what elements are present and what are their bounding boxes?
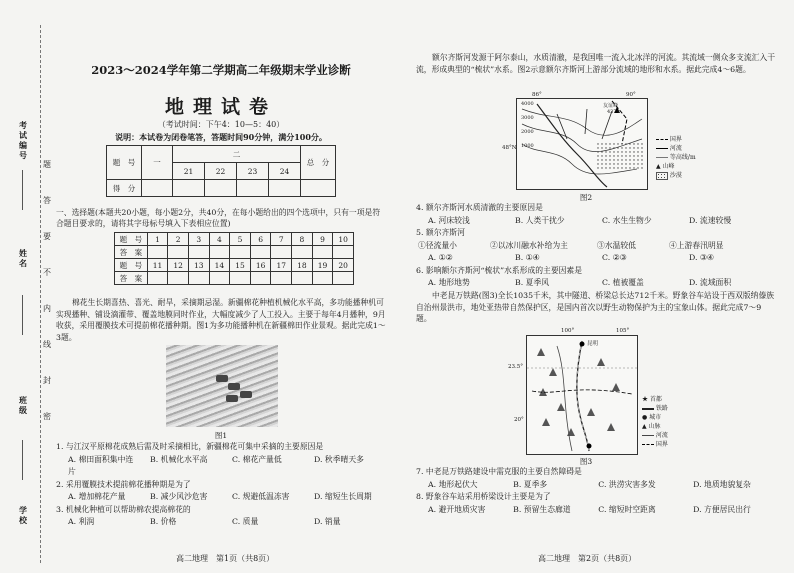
legend-railway: 铁路 [642, 404, 668, 413]
option[interactable]: B. 价格 [150, 517, 177, 526]
question-6: 6. 影响额尔齐斯河“梳状”水系形成的主要因素是 [416, 265, 583, 275]
question-number: 1 [147, 233, 168, 246]
question-1-options [56, 454, 396, 479]
class-line[interactable] [22, 440, 23, 480]
option[interactable]: B. 夏季多 [513, 479, 548, 489]
figure-3-caption: 图3 [579, 457, 593, 466]
map3-lat-label: 20° [514, 417, 524, 423]
peak-icon: ▲ [656, 163, 661, 170]
answer-cell[interactable] [209, 246, 230, 259]
map2-lon-label: 90° [626, 92, 636, 98]
question-number: 8 [292, 233, 313, 246]
legend-contour: 等高线/m [656, 153, 696, 162]
score-q23: 23 [237, 163, 269, 180]
option[interactable]: D. 销量 [314, 517, 341, 526]
map3-legend [642, 395, 668, 449]
question-number: 15 [230, 259, 251, 272]
questions-1-3 [56, 441, 396, 529]
option[interactable]: A. 增加棉花产量 [68, 492, 126, 501]
name-line[interactable] [22, 295, 23, 335]
exam-instructions: 说明：本试卷为闭卷笔答，答题时间90分钟，满分100分。 [115, 132, 327, 142]
contour-label: 1000 [521, 143, 534, 149]
question-5-options [416, 252, 776, 265]
option[interactable]: A. 地形起伏大 [428, 479, 478, 489]
page-1-footer: 高二地理 第1页（共8页） [176, 554, 275, 563]
answer-cell[interactable] [292, 246, 313, 259]
option[interactable]: C. 缩短时空距离 [598, 504, 656, 514]
option[interactable]: A. 棉田面积集中连片 [68, 454, 134, 476]
question-3: 3. 机械化种植可以帮助棉农提高棉花的 [56, 504, 191, 514]
capital-icon [587, 444, 592, 449]
option[interactable]: B. 减少风沙危害 [150, 492, 208, 501]
cotton-passage: 棉花生长期喜热、喜光、耐旱，采摘期忌湿。新疆棉花种植机械化水平高，多功能播种机可实现播种、铺设滴灌带、覆盖地膜同时作业，大幅度减少了人工投入。主要于每年4月播种，9月收获，采用覆膜技术可提前棉花播种期。图1为多功能播种机在新疆棉田作业景观。据此完成1～3题。 [56, 298, 386, 342]
answer-cell[interactable] [292, 272, 313, 285]
score-cell[interactable] [237, 180, 269, 197]
question-number: 9 [312, 233, 333, 246]
exam-time: （考试时间：下午4：10—5：40） [157, 120, 285, 129]
legend-border: 国界 [656, 135, 696, 144]
legend-capital: ★ 首都 [642, 396, 662, 403]
answer-cell[interactable] [312, 246, 333, 259]
answer-cell[interactable] [250, 246, 271, 259]
option[interactable]: D. 方便居民出行 [693, 504, 751, 514]
question-6-options [416, 277, 776, 290]
legend-peak: ▲ 山峰 [656, 163, 675, 170]
option[interactable]: C. 规避低温冻害 [232, 492, 290, 501]
score-cell[interactable] [205, 180, 237, 197]
score-header-label: 题 号 [107, 146, 142, 180]
option[interactable]: B. 预留生态廊道 [513, 504, 571, 514]
option[interactable]: D. 流速较慢 [689, 215, 732, 225]
class-label: 班级 [19, 395, 27, 415]
score-q22: 22 [205, 163, 237, 180]
answer-cell[interactable] [312, 272, 333, 285]
question-1: 1. 与江汉平原棉花成熟后需及时采摘相比，新疆棉花可集中采摘的主要原因是 [56, 442, 324, 451]
option[interactable]: B. 夏季风 [515, 278, 550, 287]
option[interactable]: D. 地质地貌复杂 [693, 479, 751, 489]
questions-7-8 [416, 466, 776, 516]
statement: ④上游春汛明显 [669, 240, 724, 250]
option[interactable]: A. 利润 [68, 517, 95, 526]
answer-cell[interactable] [230, 246, 251, 259]
answer-cell[interactable] [271, 246, 292, 259]
question-4-options [416, 215, 776, 228]
question-number: 18 [292, 259, 313, 272]
question-4: 4. 额尔齐斯河水质清澈的主要原因是 [416, 203, 543, 212]
answer-row-label: 答 案 [115, 272, 148, 285]
answer-row-label: 答 案 [115, 246, 148, 259]
legend-desert: 沙漠 [656, 171, 696, 180]
question-number: 12 [168, 259, 189, 272]
option[interactable]: B. 人类干扰少 [515, 215, 565, 225]
peak-label: 友谊峰 [603, 103, 619, 109]
subject-title: 地理试卷 [164, 96, 277, 118]
score-cell[interactable] [173, 180, 205, 197]
exam-number-line[interactable] [22, 170, 23, 210]
map3-lat-label: 23.5° [508, 364, 523, 370]
option[interactable]: C. 水生生物少 [602, 215, 652, 225]
question-number: 17 [271, 259, 292, 272]
option[interactable]: C. 质量 [232, 517, 259, 526]
statement: ①径流量小 [418, 240, 457, 250]
score-row-label: 得 分 [107, 180, 142, 197]
answer-cell[interactable] [147, 272, 168, 285]
figure-2-caption: 图2 [579, 193, 593, 202]
score-header-section2: 二 [173, 146, 301, 163]
contour-label: 2000 [521, 129, 534, 135]
figure-1-caption: 图1 [214, 431, 228, 440]
question-3-options [56, 516, 396, 529]
contour-label: 3000 [521, 115, 534, 121]
option[interactable]: C. 植被覆盖 [602, 278, 644, 287]
cotton-field-photo [166, 345, 278, 427]
map3-lon-label: 100° [561, 328, 575, 334]
answer-cell[interactable] [168, 272, 189, 285]
irtysh-map-svg [517, 99, 647, 189]
option[interactable]: A. 河床较浅 [428, 215, 470, 225]
question-number: 10 [333, 233, 354, 246]
page-two [416, 0, 776, 573]
answer-cell[interactable] [188, 246, 209, 259]
page-one [56, 0, 386, 573]
legend-river: 河流 [642, 431, 668, 440]
question-2: 2. 采用覆膜技术提前棉花播种期是为了 [56, 479, 191, 489]
map2-lon-label: 86° [532, 92, 542, 98]
score-cell[interactable] [142, 180, 173, 197]
answer-cell[interactable] [168, 246, 189, 259]
option[interactable]: C. 棉花产量低 [232, 454, 282, 464]
peak-height: 4374 [607, 109, 620, 115]
score-header-total: 总 分 [301, 146, 336, 180]
binding-margin [0, 0, 51, 573]
question-number: 20 [333, 259, 354, 272]
question-number: 13 [188, 259, 209, 272]
question-5: 5. 额尔齐斯河 [416, 228, 465, 237]
answer-cell[interactable] [333, 272, 354, 285]
option[interactable]: D. 缩短生长周期 [314, 492, 372, 501]
railway-map-svg [527, 336, 637, 454]
question-number: 16 [250, 259, 271, 272]
contour-line [522, 109, 642, 135]
question-number: 3 [188, 233, 209, 246]
section-one-heading: 一、选择题(本题共20小题，每小题2分，共40分，在每小题给出的四个选项中，只有一项是符合题目要求的，请将其字母标号填入下表相应位置) [56, 208, 381, 228]
legend-city: ● 城市 [642, 414, 662, 421]
answer-row-label: 题 号 [115, 233, 148, 246]
score-cell[interactable] [301, 180, 336, 197]
map2-legend [656, 135, 696, 180]
option[interactable]: A. 地形地势 [428, 278, 470, 287]
statement: ③水温较低 [597, 240, 636, 250]
answer-cell[interactable] [147, 246, 168, 259]
score-q24: 24 [269, 163, 301, 180]
answer-cell[interactable] [333, 246, 354, 259]
question-number: 4 [209, 233, 230, 246]
question-number: 14 [209, 259, 230, 272]
name-label: 姓名 [19, 248, 27, 268]
question-number: 2 [168, 233, 189, 246]
map2-lat-label: 48°N [502, 145, 517, 151]
contour-label: 4000 [521, 101, 534, 107]
answer-cell[interactable] [250, 272, 271, 285]
answer-cell[interactable] [188, 272, 209, 285]
seal-line-text: 题 答 要 不 内 线 封 密 [43, 160, 51, 421]
answer-row-label: 题 号 [115, 259, 148, 272]
score-cell[interactable] [269, 180, 301, 197]
railway-line [577, 341, 589, 451]
score-q21: 21 [173, 163, 205, 180]
option[interactable]: A. ①② [428, 253, 453, 262]
school-label: 学校 [19, 505, 27, 525]
answer-cell[interactable] [271, 272, 292, 285]
exam-title: 2023～2024学年第二学期高二年级期末学业诊断 [91, 63, 351, 77]
desert-area [595, 141, 643, 171]
question-number: 11 [147, 259, 168, 272]
option[interactable]: B. ①④ [515, 253, 540, 262]
question-number: 5 [230, 233, 251, 246]
answer-cell[interactable] [230, 272, 251, 285]
option[interactable]: B. 机械化水平高 [150, 454, 208, 464]
option[interactable]: C. 洪涝灾害多发 [598, 479, 656, 489]
question-2-options [56, 491, 396, 504]
question-number: 6 [250, 233, 271, 246]
option[interactable]: A. 避开地质灾害 [428, 504, 486, 514]
question-8-options [416, 504, 776, 517]
option[interactable]: D. 流域面积 [689, 278, 732, 287]
score-header-section1: 一 [142, 146, 173, 180]
question-number: 19 [312, 259, 333, 272]
option[interactable]: D. 秋季晴天多 [314, 454, 364, 464]
exam-number-label: 考试编号 [19, 120, 27, 160]
question-7-options [416, 479, 776, 492]
question-number: 7 [271, 233, 292, 246]
answer-cell[interactable] [209, 272, 230, 285]
map3-lon-label: 105° [616, 328, 630, 334]
city-label: 昆明 [587, 341, 599, 347]
score-table [106, 145, 336, 197]
answer-table [114, 232, 354, 285]
question-5-statements [416, 240, 776, 253]
irtysh-map [516, 98, 648, 190]
tributary-line [557, 109, 612, 139]
legend-mountain: ▲ 山脉 [642, 423, 661, 430]
railway-map [526, 335, 638, 455]
question-7: 7. 中老昆万铁路建设中需克服的主要自然障碍是 [416, 467, 582, 476]
legend-river: 河流 [656, 144, 696, 153]
option[interactable]: C. ②③ [602, 253, 627, 262]
legend-border: 国界 [642, 440, 668, 449]
city-icon [580, 342, 585, 347]
option[interactable]: D. ③④ [689, 253, 714, 262]
railway-passage: 中老昆万铁路(图3)全长1035千米，其中隧道、桥梁总长达712千米。野象谷车站设于西双版纳傣族自治州景洪市，地处亚热带自然保护区，是国内首次以野生动物保护为主的宝象山体。据此完成7～9题。 [416, 291, 775, 323]
statement: ②以冰川融水补给为主 [490, 240, 568, 250]
question-8: 8. 野象谷车站采用桥梁设计主要是为了 [416, 492, 551, 501]
irtysh-passage: 额尔齐斯河发源于阿尔泰山，水质清澈，是我国唯一流入北冰洋的河流。其流域一侧众多支流汇入干流，形成典型的“梳状”水系。图2示意额尔齐斯河上游部分流域的地形和水系。据此完成4～6题。 [416, 53, 776, 74]
questions-4-6 [416, 202, 776, 290]
page-2-footer: 高二地理 第2页（共8页） [538, 554, 637, 563]
